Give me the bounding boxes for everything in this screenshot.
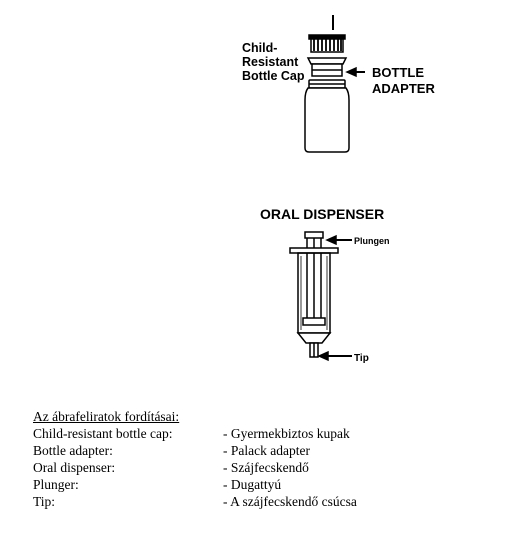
tip-arrow (319, 352, 352, 360)
adapter-arrow (347, 68, 365, 76)
legend-term: Child-resistant bottle cap: (33, 426, 173, 441)
bottle-drawing (305, 80, 349, 152)
legend-row-dispenser (33, 459, 357, 476)
legend-translation: - Szájfecskendő (223, 460, 309, 475)
syringe-tip (310, 343, 318, 357)
translation-legend (33, 408, 357, 510)
legend-translation: - Palack adapter (223, 443, 310, 458)
oral-dispenser-title: ORAL DISPENSER (260, 206, 385, 222)
syringe-drawing (290, 232, 352, 360)
legend-row-adapter (33, 442, 357, 459)
legend-term: Plunger: (33, 477, 79, 492)
legend-translation: - A szájfecskendő csúcsa (223, 494, 357, 509)
child-resistant-cap-drawing (309, 35, 345, 52)
legend-row-cap (33, 425, 357, 442)
legend-title: Az ábrafeliratok fordításai: (33, 409, 180, 424)
bottle-adapter-drawing (308, 58, 346, 76)
adapter-label-line-1: BOTTLE (372, 65, 424, 80)
legend-term: Tip: (33, 494, 56, 509)
cap-label-line-3: Bottle Cap (242, 69, 305, 83)
tip-label: Tip (354, 353, 369, 364)
cap-label-line-2: Resistant (242, 55, 299, 69)
legend-translation: - Dugattyú (223, 477, 282, 492)
cap-label-line-1: Child- (242, 41, 278, 55)
bottle-assembly (305, 15, 365, 152)
legend-row-plunger (33, 476, 357, 493)
adapter-label-line-2: ADAPTER (372, 81, 435, 96)
legend-translation: - Gyermekbiztos kupak (223, 426, 350, 441)
legend-term: Bottle adapter: (33, 443, 113, 458)
plunger-drawing (303, 232, 325, 325)
legend-row-tip (33, 493, 357, 510)
plunger-arrow (327, 236, 352, 244)
legend-term: Oral dispenser: (33, 460, 116, 475)
plunger-label: Plungen (354, 236, 390, 246)
